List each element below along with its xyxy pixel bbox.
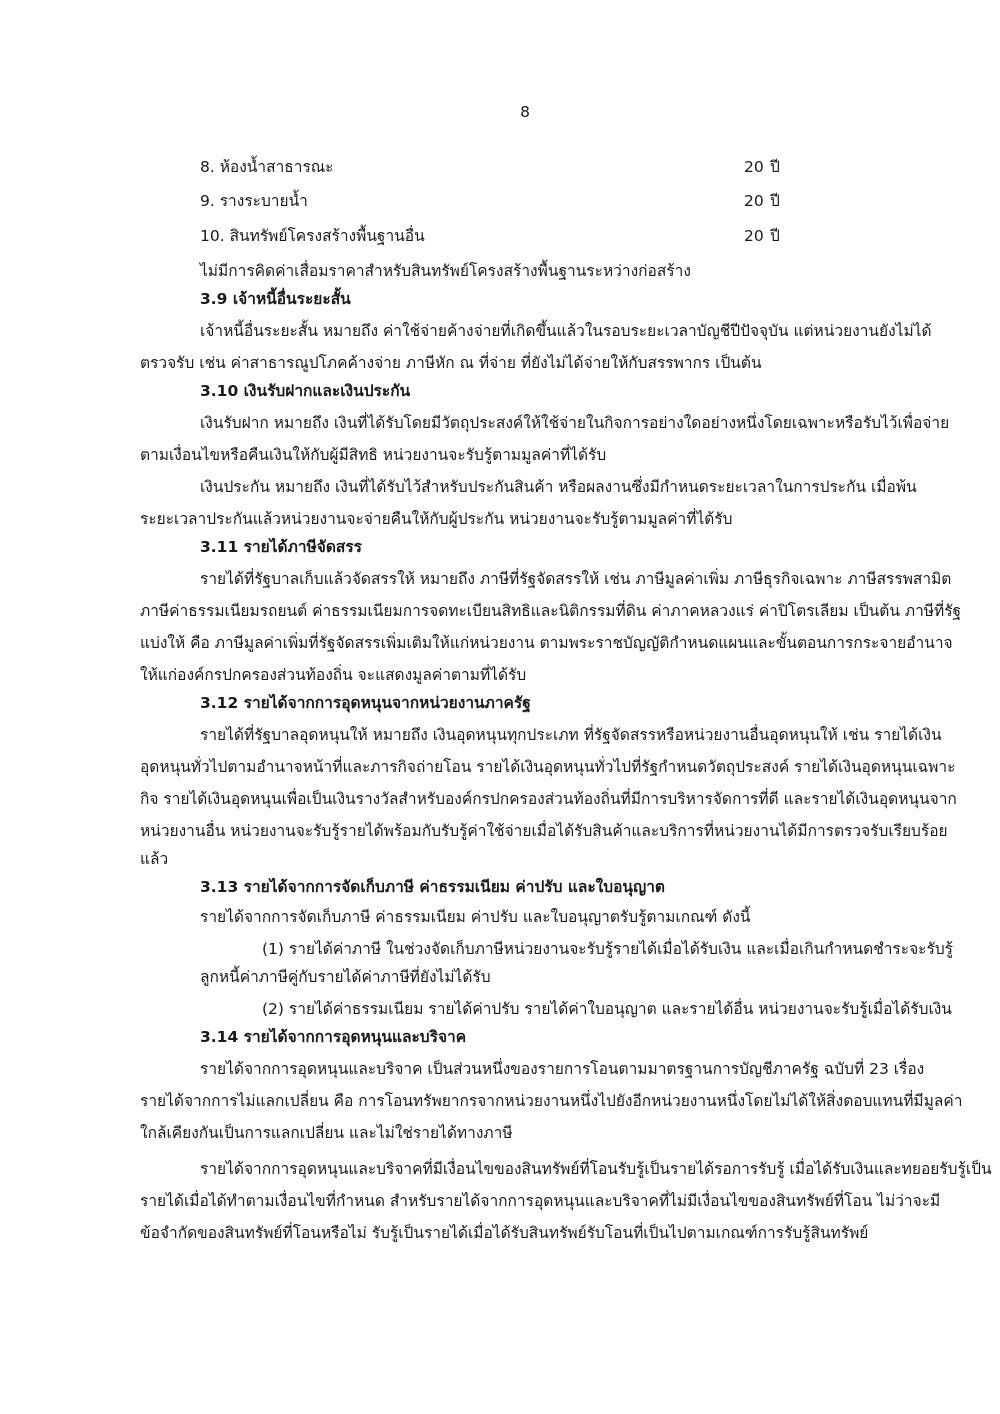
section-heading-3-9: 3.9 เจ้าหนี้อื่นระยะสั้น <box>200 290 351 308</box>
page-number: 8 <box>520 103 530 121</box>
section-heading-3-11: 3.11 รายได้ภาษีจัดสรร <box>200 538 363 556</box>
paragraph-line: อุดหนุนทั่วไปตามอำนาจหน้าที่และภารกิจถ่ายโอน รายได้เงินอุดหนุนทั่วไปที่รัฐกำหนดวัตถุประสงค์ รายได้เงินอุดหนุนเฉพาะ <box>140 758 956 776</box>
paragraph-line: รายได้ที่รัฐบาลเก็บแล้วจัดสรรให้ หมายถึง ภาษีที่รัฐจัดสรรให้ เช่น ภาษีมูลค่าเพิ่ม ภาษีธุรกิจเฉพาะ ภาษีสรรพสามิต <box>200 570 952 588</box>
paragraph-line: ตามเงื่อนไขหรือคืนเงินให้กับผู้มีสิทธิ หน่วยงานจะรับรู้ตามมูลค่าที่ได้รับ <box>140 446 607 464</box>
paragraph-line: ข้อจำกัดของสินทรัพย์ที่โอนหรือไม่ รับรู้เป็นรายได้เมื่อได้รับสินทรัพย์รับโอนที่เป็นไปตามเกณฑ์การรับรู้สินทรัพย์ <box>140 1224 869 1242</box>
list-item-2: (2) รายได้ค่าธรรมเนียม รายได้ค่าปรับ รายได้ค่าใบอนุญาต และรายได้อื่น หน่วยงานจะรับรู้เมื่อได้รับเงิน <box>262 1000 952 1018</box>
paragraph-line: กิจ รายได้เงินอุดหนุนเพื่อเป็นเงินรางวัลสำหรับองค์กรปกครองส่วนท้องถิ่นที่มีการบริหารจัดการที่ดี และรายได้เงินอุดหนุนจาก <box>140 790 957 808</box>
paragraph-line: ระยะเวลาประกันแล้วหน่วยงานจะจ่ายคืนให้กับผู้ประกัน หน่วยงานจะรับรู้ตามมูลค่าที่ได้รับ <box>140 510 733 528</box>
paragraph-line: เงินรับฝาก หมายถึง เงินที่ได้รับโดยมีวัตถุประสงค์ให้ใช้จ่ายในกิจการอย่างใดอย่างหนึ่งโดยเฉพาะหรือรับไว้เพื่อจ่าย <box>200 414 950 432</box>
section-heading-3-13: 3.13 รายได้จากการจัดเก็บภาษี ค่าธรรมเนียม ค่าปรับ และใบอนุญาต <box>200 878 665 896</box>
paragraph-line: รายได้จากการอุดหนุนและบริจาคที่มีเงื่อนไขของสินทรัพย์ที่โอนรับรู้เป็นรายได้รอการรับรู้ เมื่อได้รับเงินและทยอยรับรู้เป็น <box>200 1160 992 1178</box>
paragraph-line: เจ้าหนี้อื่นระยะสั้น หมายถึง ค่าใช้จ่ายค้างจ่ายที่เกิดขึ้นแล้วในรอบระยะเวลาบัญชีปีปัจจุบัน แต่หน่วยงานยังไม่ได้ <box>200 322 932 340</box>
paragraph-line: รายได้จากการอุดหนุนและบริจาค เป็นส่วนหนึ่งของรายการโอนตามมาตรฐานการบัญชีภาครัฐ ฉบับที่ 23 เรื่อง <box>200 1060 925 1078</box>
asset-item-unit: ปี <box>770 158 780 176</box>
asset-item-years: 20 <box>744 158 764 176</box>
asset-item-years: 20 <box>744 192 764 210</box>
asset-item-label: 9. รางระบายน้ำ <box>200 192 308 210</box>
paragraph-line: แล้ว <box>140 850 169 868</box>
section-heading-3-14: 3.14 รายได้จากการอุดหนุนและบริจาค <box>200 1028 467 1046</box>
paragraph-line: รายได้จากการไม่แลกเปลี่ยน คือ การโอนทรัพยากรจากหน่วยงานหนึ่งไปยังอีกหน่วยงานหนึ่งโดยไม่ได้ให้สิ่งตอบแทนที่มีมูลค่า <box>140 1092 963 1110</box>
asset-item-years: 20 <box>744 227 764 245</box>
section-heading-3-12: 3.12 รายได้จากการอุดหนุนจากหน่วยงานภาครัฐ <box>200 694 531 712</box>
paragraph-line: ใกล้เคียงกันเป็นการแลกเปลี่ยน และไม่ใช่รายได้ทางภาษี <box>140 1124 513 1142</box>
paragraph-line: รายได้เมื่อได้ทำตามเงื่อนไขที่กำหนด สำหรับรายได้จากการอุดหนุนและบริจาคที่ไม่มีเงื่อนไขของสินทรัพย์ที่โอน ไม่ว่าจะมี <box>140 1192 941 1210</box>
section-heading-3-10: 3.10 เงินรับฝากและเงินประกัน <box>200 382 411 400</box>
asset-item-label: 8. ห้องน้ำสาธารณะ <box>200 158 334 176</box>
paragraph-line: แบ่งให้ คือ ภาษีมูลค่าเพิ่มที่รัฐจัดสรรเพิ่มเติมให้แก่หน่วยงาน ตามพระราชบัญญัติกำหนดแผนและขั้นตอนการกระจายอำนาจ <box>140 634 953 652</box>
asset-item-unit: ปี <box>770 192 780 210</box>
list-item-1: (1) รายได้ค่าภาษี ในช่วงจัดเก็บภาษีหน่วยงานจะรับรู้รายได้เมื่อได้รับเงิน และเมื่อเกินกำหนดชำระจะรับรู้ <box>262 940 953 958</box>
paragraph-line: รายได้จากการจัดเก็บภาษี ค่าธรรมเนียม ค่าปรับ และใบอนุญาตรับรู้ตามเกณฑ์ ดังนี้ <box>200 908 751 926</box>
paragraph-line: รายได้ที่รัฐบาลอุดหนุนให้ หมายถึง เงินอุดหนุนทุกประเภท ที่รัฐจัดสรรหรือหน่วยงานอื่นอุดหนุนให้ เช่น รายได้เงิน <box>200 726 942 744</box>
list-item-1-continued: ลูกหนี้ค่าภาษีคู่กับรายได้ค่าภาษีที่ยังไม่ได้รับ <box>200 968 491 986</box>
asset-item-label: 10. สินทรัพย์โครงสร้างพื้นฐานอื่น <box>200 227 425 245</box>
paragraph-line: ภาษีค่าธรรมเนียมรถยนต์ ค่าธรรมเนียมการจดทะเบียนสิทธิและนิติกรรมที่ดิน ค่าภาคหลวงแร่ ค่าปิโตรเลียม เป็นต้น ภาษีที่รัฐ <box>140 602 962 620</box>
asset-item-unit: ปี <box>770 227 780 245</box>
paragraph-line: หน่วยงานอื่น หน่วยงานจะรับรู้รายได้พร้อมกับรับรู้ค่าใช้จ่ายเมื่อได้รับสินค้าและบริการที่หน่วยงานได้มีการตรวจรับเรียบร้อย <box>140 822 948 840</box>
paragraph-line: ตรวจรับ เช่น ค่าสาธารณูปโภคค้างจ่าย ภาษีหัก ณ ที่จ่าย ที่ยังไม่ได้จ่ายให้กับสรรพากร เป็นต้น <box>140 354 762 372</box>
paragraph-line: เงินประกัน หมายถึง เงินที่ได้รับไว้สำหรับประกันสินค้า หรือผลงานซึ่งมีกำหนดระยะเวลาในการประกัน เมื่อพ้น <box>200 478 917 496</box>
no-depreciation-note: ไม่มีการคิดค่าเสื่อมราคาสำหรับสินทรัพย์โครงสร้างพื้นฐานระหว่างก่อสร้าง <box>200 262 691 280</box>
paragraph-line: ให้แก่องค์กรปกครองส่วนท้องถิ่น จะแสดงมูลค่าตามที่ได้รับ <box>140 666 527 684</box>
